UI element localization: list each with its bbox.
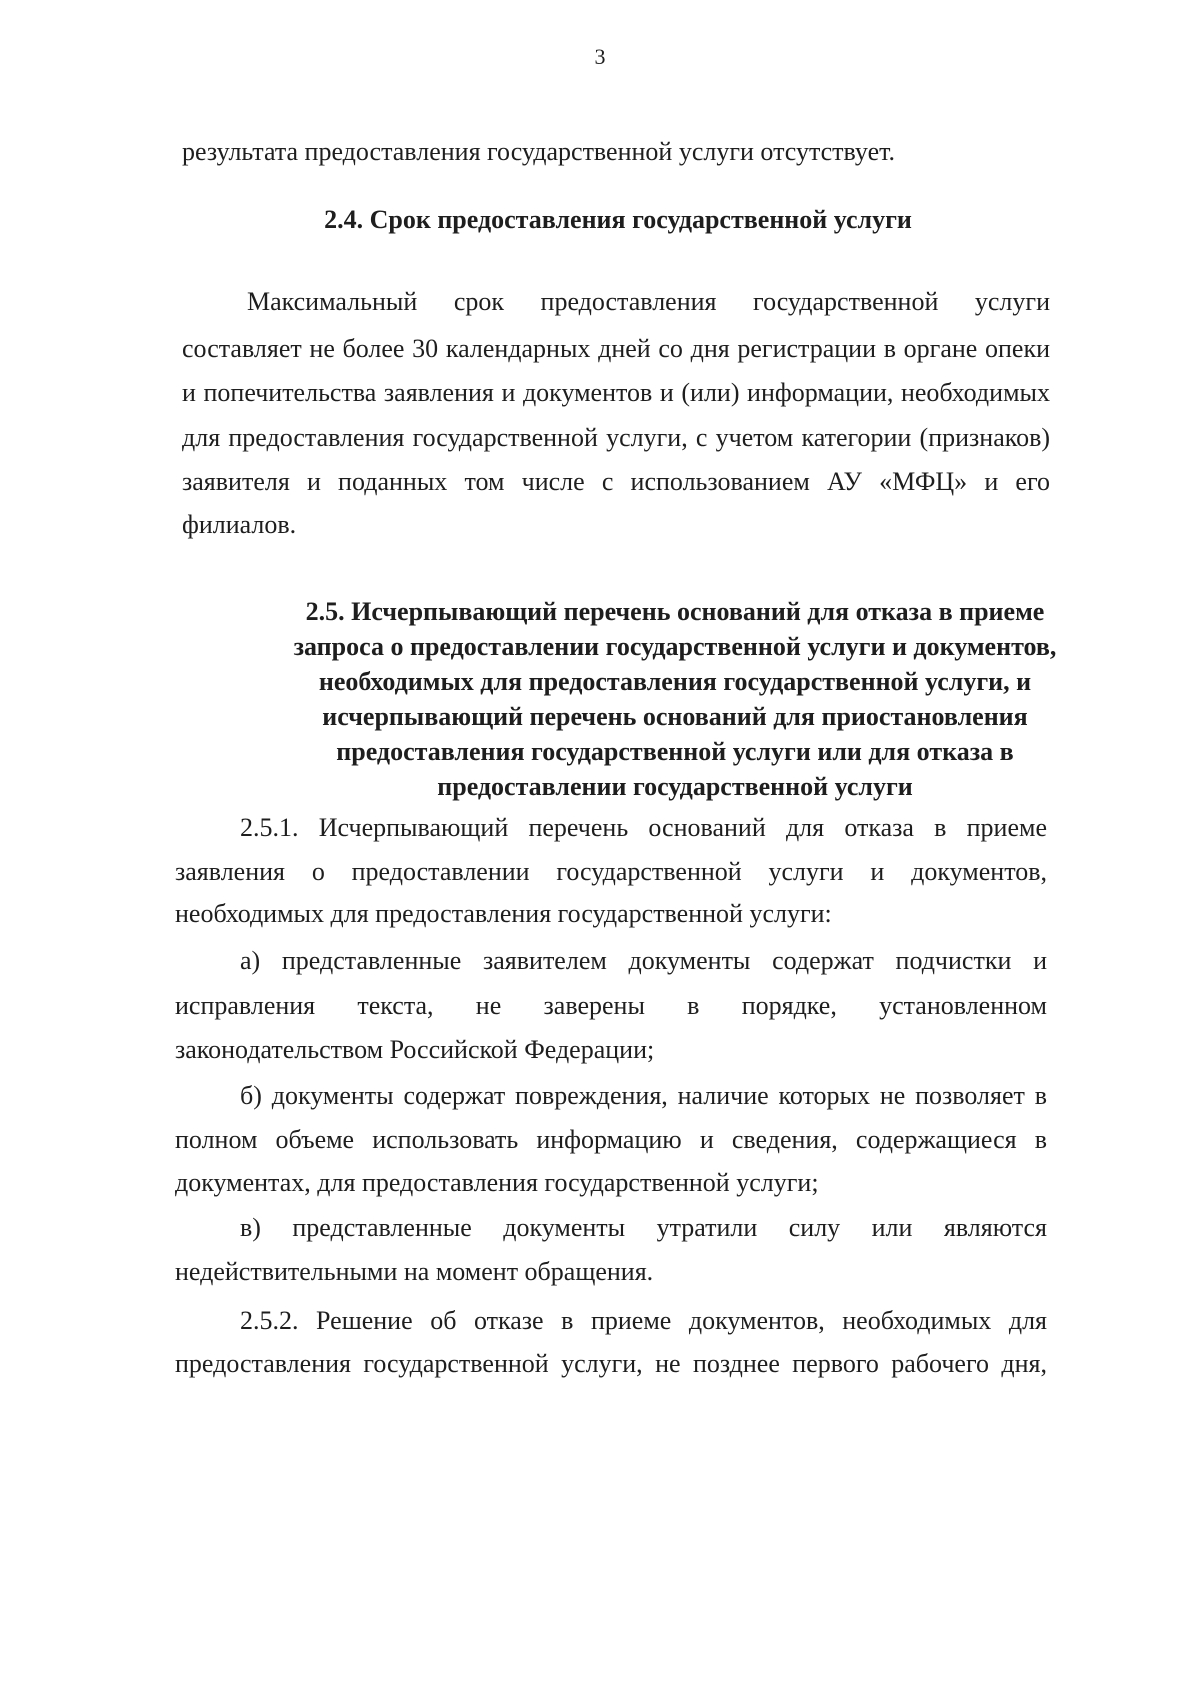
paragraph-line: для предоставления государственной услуги, с учетом категории (признаков) [182, 423, 1050, 452]
paragraph-line: б) документы содержат повреждения, наличие которых не позволяет в [240, 1081, 1047, 1110]
paragraph-line: составляет не более 30 календарных дней со дня регистрации в органе опеки [182, 334, 1050, 363]
paragraph-line: исправления текста, не заверены в порядке, установленном [175, 991, 1047, 1020]
section-2-4-title: 2.4. Срок предоставления государственной услуги [324, 205, 912, 234]
paragraph-line: законодательством Российской Федерации; [175, 1035, 655, 1064]
paragraph-line: заявления о предоставлении государственной услуги и документов, [175, 857, 1047, 886]
title-line: предоставлении государственной услуги [437, 772, 913, 801]
paragraph-line: полном объеме использовать информацию и сведения, содержащиеся в [175, 1125, 1047, 1154]
paragraph-line: предоставления государственной услуги, не позднее первого рабочего дня, [175, 1349, 1047, 1378]
paragraph-line: а) представленные заявителем документы содержат подчистки и [240, 946, 1047, 975]
paragraph-line: 2.5.2. Решение об отказе в приеме документов, необходимых для [240, 1306, 1047, 1335]
paragraph-line: и попечительства заявления и документов и (или) информации, необходимых [182, 378, 1050, 407]
paragraph-line: Максимальный срок предоставления государственной услуги [247, 287, 1050, 316]
paragraph-line: недействительными на момент обращения. [175, 1257, 654, 1286]
section-2-5-title [230, 594, 1120, 804]
paragraph-line: филиалов. [182, 510, 297, 539]
title-line: 2.5. Исчерпывающий перечень оснований для отказа в приеме [305, 597, 1045, 626]
title-line: необходимых для предоставления государственной услуги, и [318, 667, 1032, 696]
title-line: запроса о предоставлении государственной услуги и документов, [293, 632, 1057, 661]
paragraph-line: документах, для предоставления государственной услуги; [175, 1168, 819, 1197]
paragraph-line: в) представленные документы утратили силу или являются [240, 1213, 1047, 1242]
title-line: исчерпывающий перечень оснований для приостановления [322, 702, 1028, 731]
fragment-line: результата предоставления государственной услуги отсутствует. [182, 137, 896, 166]
paragraph-line: заявителя и поданных том числе с использованием АУ «МФЦ» и его [182, 467, 1050, 496]
paragraph-line: необходимых для предоставления государственной услуги: [175, 899, 832, 928]
title-line: предоставления государственной услуги или для отказа в [336, 737, 1014, 766]
page-number: 3 [594, 44, 606, 69]
paragraph-line: 2.5.1. Исчерпывающий перечень оснований для отказа в приеме [240, 813, 1047, 842]
